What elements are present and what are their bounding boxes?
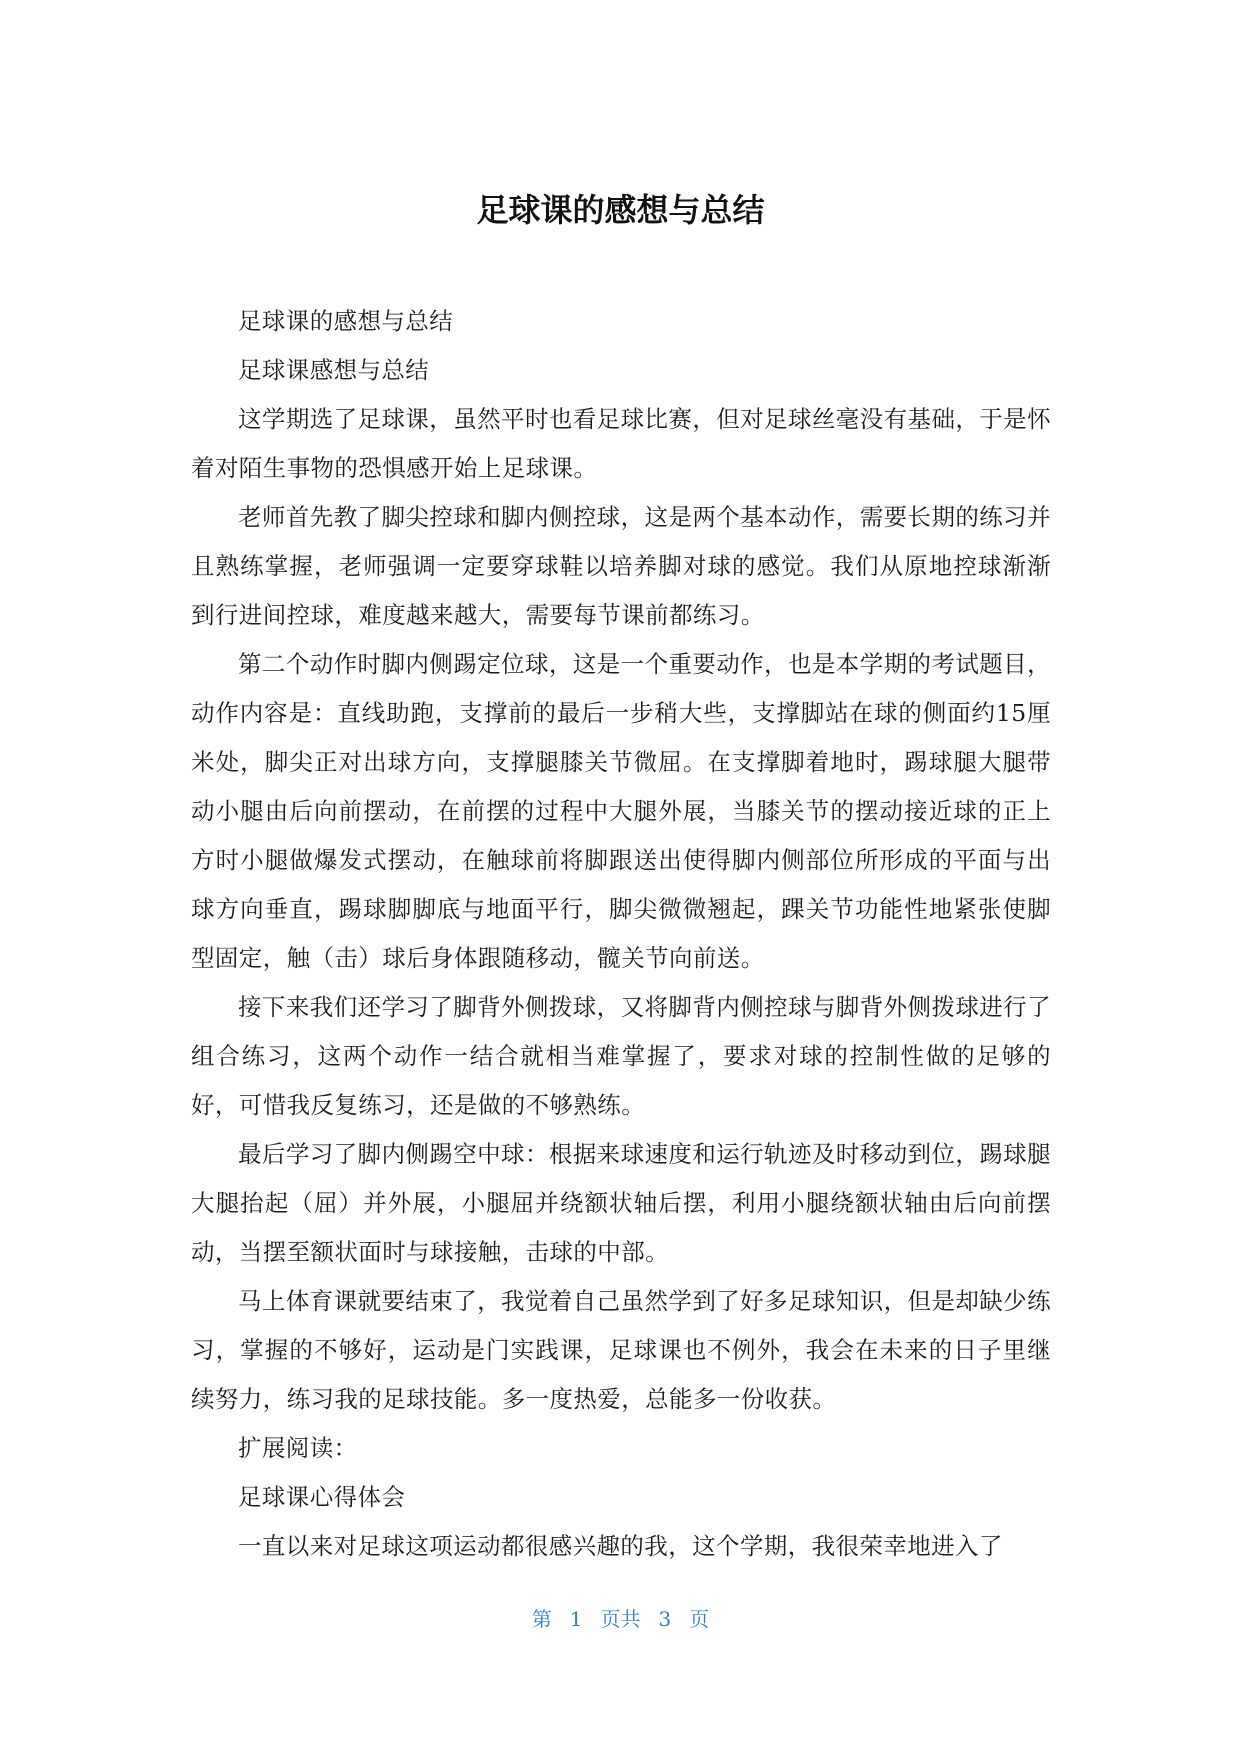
paragraph: 马上体育课就要结束了，我觉着自己虽然学到了好多足球知识，但是却缺少练习，掌握的不够好，运动是门实践课，足球课也不例外，我会在未来的日子里继续努力，练习我的足球技能。多一度热爱，总能多一份收获。 (191, 1287, 1051, 1413)
paragraph-subheading: 足球课感想与总结 (238, 356, 430, 384)
footer-page-of-label: 页共 (600, 1607, 641, 1631)
footer-page-label: 第 (531, 1607, 552, 1631)
paragraph: 老师首先教了脚尖控球和脚内侧控球，这是两个基本动作，需要长期的练习并且熟练掌握，老师强调一定要穿球鞋以培养脚对球的感觉。我们从原地控球渐渐到行进间控球，难度越来越大，需要每节课前都练习。 (191, 503, 1051, 629)
footer-current-page: 1 (569, 1607, 583, 1631)
paragraph: 第二个动作时脚内侧踢定位球，这是一个重要动作，也是本学期的考试题目，动作内容是：直线助跑，支撑前的最后一步稍大些，支撑脚站在球的侧面约15厘米处，脚尖正对出球方向，支撑腿膝关节微屈。在支撑脚着地时，踢球腿大腿带动小腿由后向前摆动，在前摆的过程中大腿外展，当膝关节的摆动接近球的正上方时小腿做爆发式摆动，在触球前将脚跟送出使得脚内侧部位所形成的平面与出球方向垂直，踢球脚脚底与地面平行，脚尖微微翘起，踝关节功能性地紧张使脚型固定，触（击）球后身体跟随移动，髋关节向前送。 (191, 650, 1051, 972)
page-footer (0, 1605, 1241, 1633)
extended-reading-label: 扩展阅读： (238, 1434, 358, 1462)
document-body (191, 297, 1051, 1571)
document-title: 足球课的感想与总结 (476, 191, 765, 229)
footer-page-end-label: 页 (689, 1607, 710, 1631)
extended-reading-heading: 足球课心得体会 (238, 1483, 406, 1511)
paragraph-subtitle: 足球课的感想与总结 (238, 307, 454, 335)
paragraph: 接下来我们还学习了脚背外侧拨球，又将脚背内侧控球与脚背外侧拨球进行了组合练习，这两个动作一结合就相当难掌握了，要求对球的控制性做的足够的好，可惜我反复练习，还是做的不够熟练。 (191, 993, 1051, 1119)
paragraph: 这学期选了足球课，虽然平时也看足球比赛，但对足球丝毫没有基础，于是怀着对陌生事物的恐惧感开始上足球课。 (191, 405, 1051, 482)
paragraph: 一直以来对足球这项运动都很感兴趣的我，这个学期，我很荣幸地进入了 (238, 1532, 1003, 1560)
paragraph: 最后学习了脚内侧踢空中球：根据来球速度和运行轨迹及时移动到位，踢球腿大腿抬起（屈）并外展，小腿屈并绕额状轴后摆，利用小腿绕额状轴由后向前摆动，当摆至额状面时与球接触，击球的中部。 (191, 1140, 1051, 1266)
footer-total-pages: 3 (658, 1607, 672, 1631)
